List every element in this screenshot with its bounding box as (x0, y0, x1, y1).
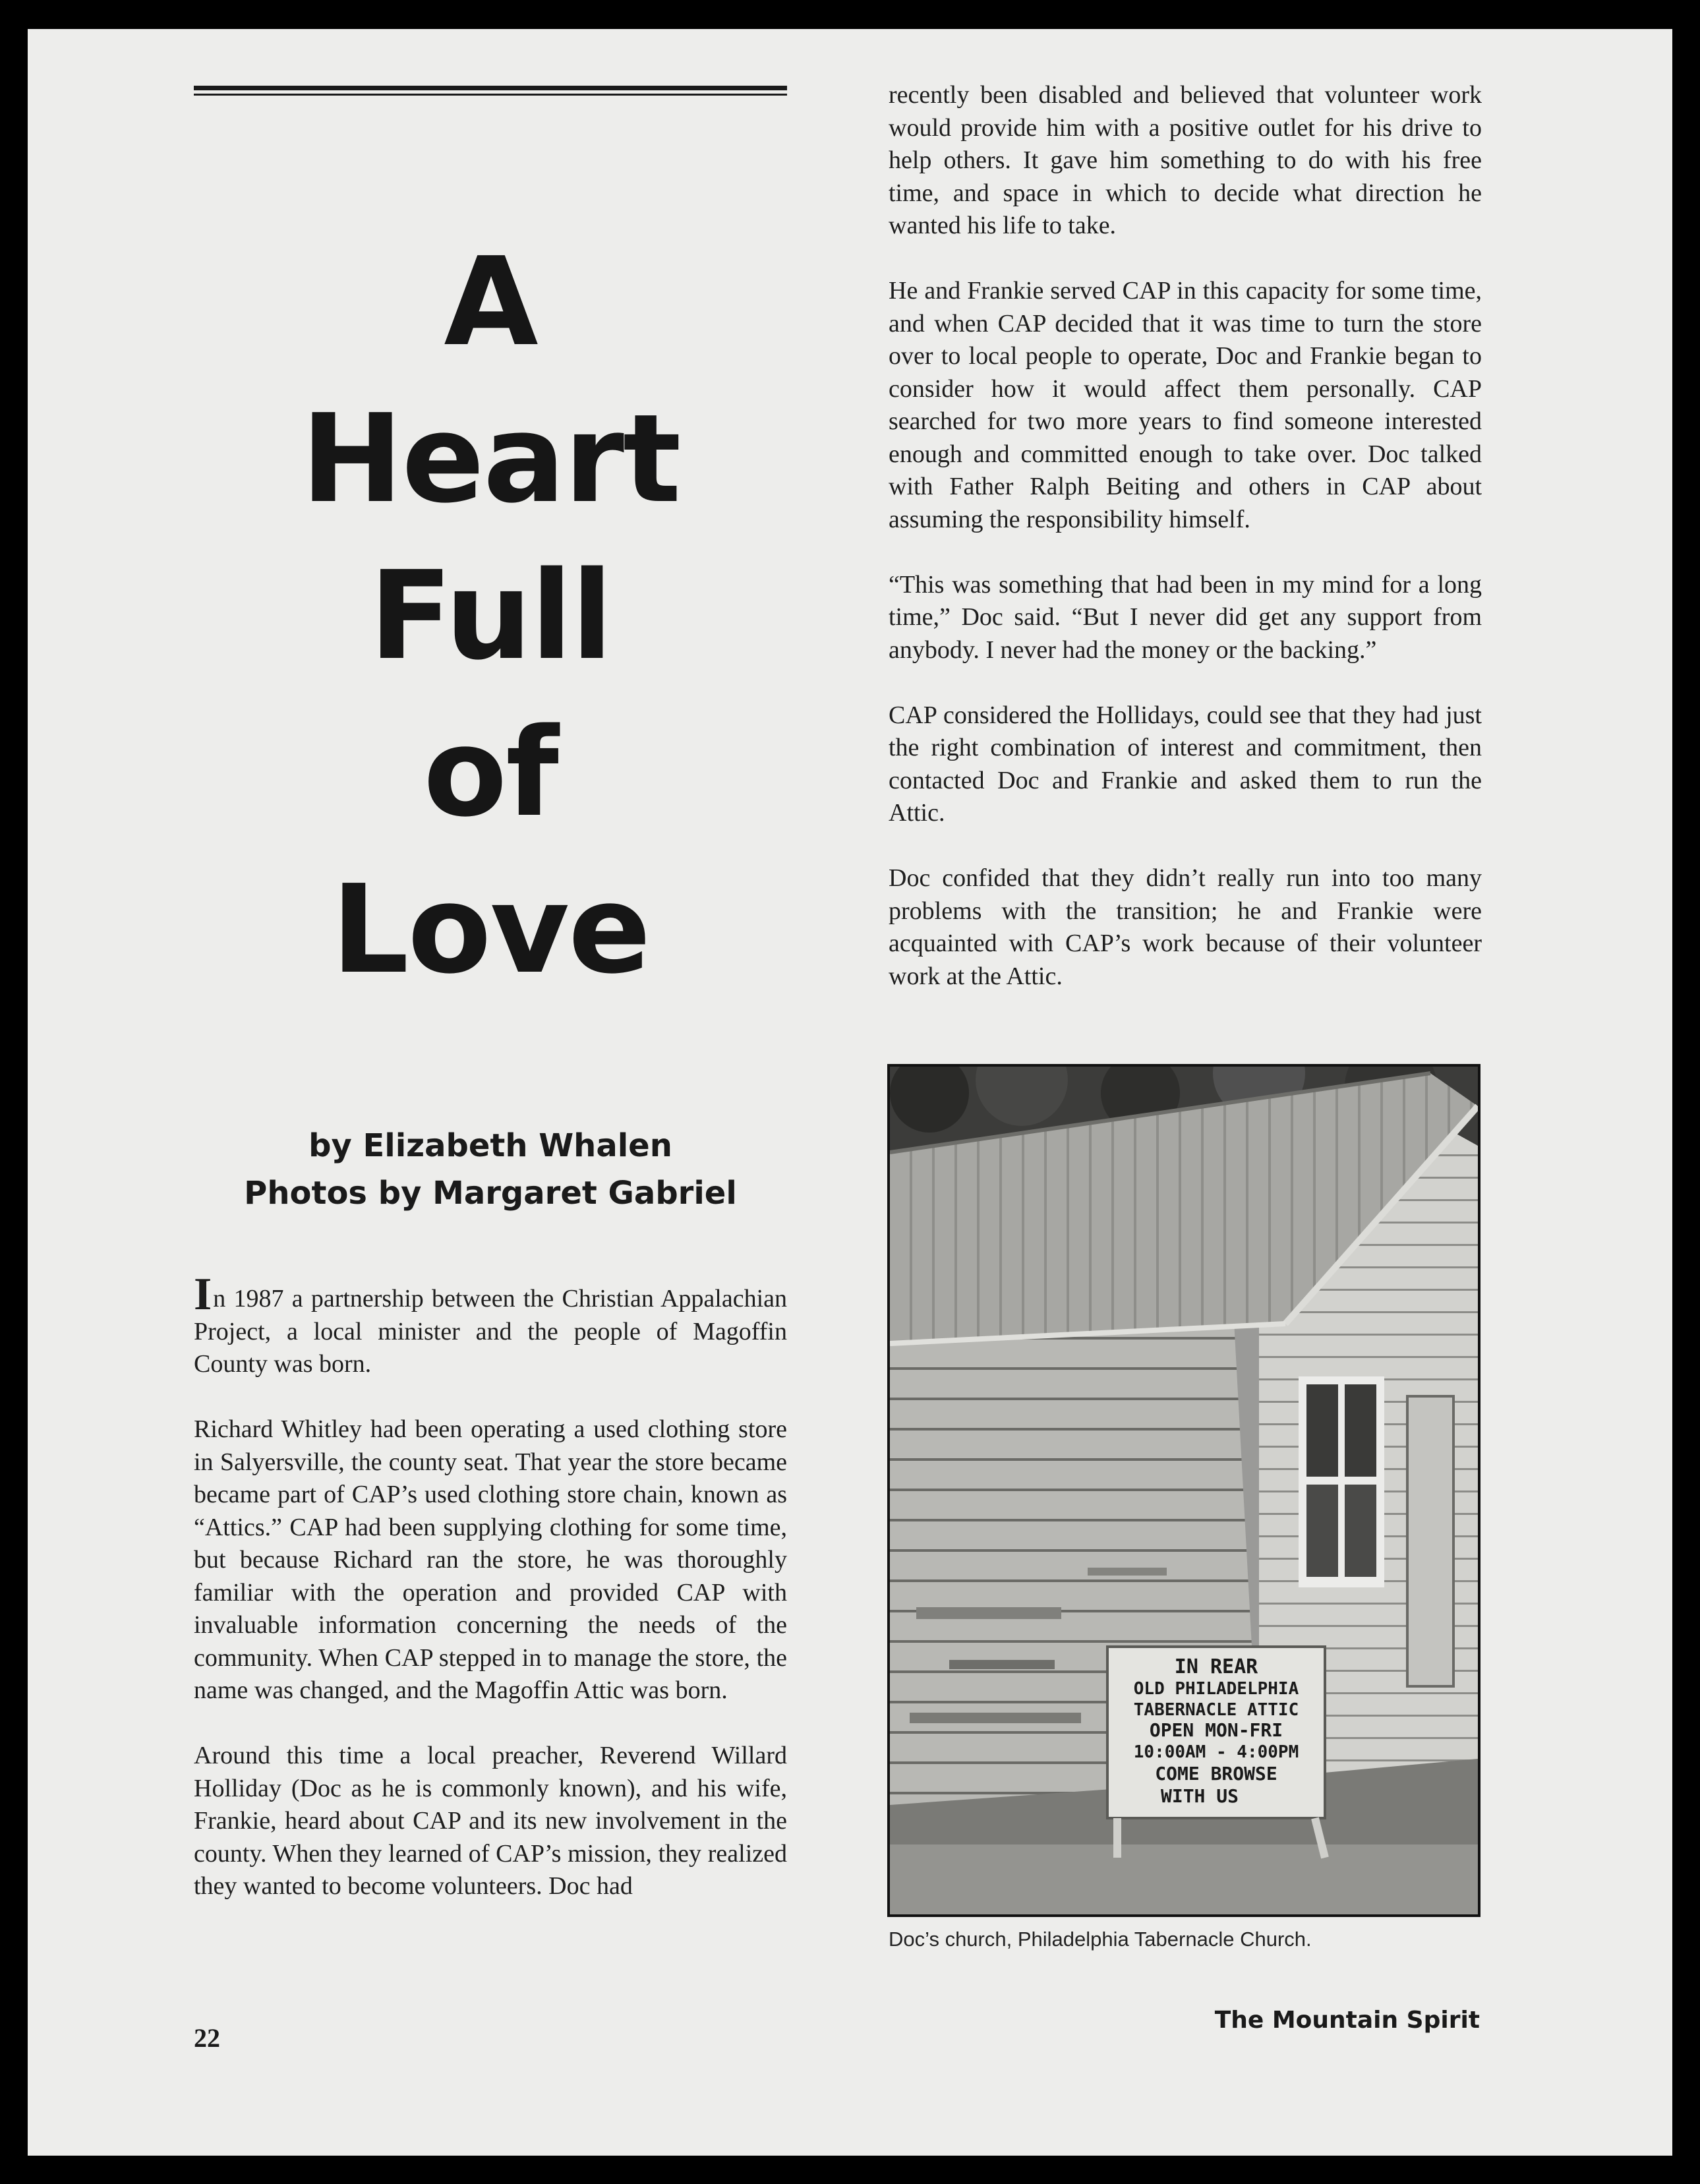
title-rule-thick (194, 86, 787, 90)
title-word-5: Love (331, 858, 650, 1001)
left-column (194, 1269, 787, 1935)
photo-credit: Photos by Margaret Gabriel (244, 1175, 737, 1212)
sign-line: TABERNACLE ATTIC (1133, 1700, 1299, 1720)
paragraph: recently been disabled and believed that volunteer work would provide him with a positive outlet for his drive to help others. It gave him something to do with his free time, and space in which to decide what direction he wanted his life to take. (889, 81, 1482, 239)
sign-line: OLD PHILADELPHIA (1133, 1679, 1299, 1699)
drop-cap: I (194, 1269, 212, 1320)
paragraph-text: n 1987 a partnership between the Christian Appalachian Project, a local minister and the people of Magoffin County was born. (194, 1285, 787, 1378)
sign-line: COME BROWSE (1155, 1763, 1277, 1785)
paragraph (194, 1269, 787, 1381)
paragraph: Doc confided that they didn’t really run into too many problems with the transition; he and Frankie were acquainted with CAP’s work because of their volunteer work at the Attic. (889, 864, 1482, 990)
church-photo (887, 1064, 1480, 1917)
photo-caption: Doc’s church, Philadelphia Tabernacle Church. (889, 1928, 1312, 1951)
paragraph: “This was something that had been in my mind for a long time,” Doc said. “But I never did get any support from anybody. I never had the money or the backing.” (889, 570, 1482, 664)
paragraph: Richard Whitley had been operating a used clothing store in Salyersville, the county seat. That year the store became became part of CAP’s used clothing store chain, known as “Attics.” CAP had been supplying clothing for some time, but because Richard ran the store, he was thoroughly familiar with the operation and provided CAP with invaluable information concerning the needs of the community. When CAP stepped in to manage the store, the name was changed, and the Magoffin Attic was born. (194, 1415, 787, 1704)
byline: by Elizabeth Whalen (308, 1127, 672, 1164)
sign-line: 10:00AM - 4:00PM (1133, 1742, 1299, 1762)
title-word-3: Full (369, 545, 612, 687)
church-illustration (890, 1067, 1478, 1914)
paragraph: CAP considered the Hollidays, could see that they had just the right combination of interest and commitment, then contacted Doc and Frankie and asked them to run the Attic. (889, 701, 1482, 827)
right-column (889, 79, 1482, 1026)
paragraph: He and Frankie served CAP in this capacity for some time, and when CAP decided that it was time to turn the store over to local people to operate, Doc and Frankie began to consider how it would affect them personally. CAP searched for two more years to find someone interested enough and committed enough to take over. Doc talked with Father Ralph Beiting and others in CAP about assuming the responsibility himself. (889, 277, 1482, 533)
title-word-2: Heart (301, 388, 680, 530)
paragraph: Around this time a local preacher, Reverend Willard Holliday (Doc as he is commonly known), and his wife, Frankie, heard about CAP and its new involvement in the county. When they learned of CAP’s mission, they realized they wanted to become volunteers. Doc had (194, 1742, 787, 1900)
page-number: 22 (194, 2023, 220, 2053)
magazine-page (28, 29, 1672, 2156)
title-rule-thin (194, 94, 787, 96)
sign-line: OPEN MON-FRI (1149, 1719, 1283, 1741)
sign-line: IN REAR (1174, 1655, 1258, 1678)
sign-line: WITH US (1160, 1785, 1239, 1807)
title-word-1: A (444, 231, 537, 373)
title-word-4: of (423, 701, 558, 844)
magazine-name: The Mountain Spirit (1214, 2007, 1480, 2034)
